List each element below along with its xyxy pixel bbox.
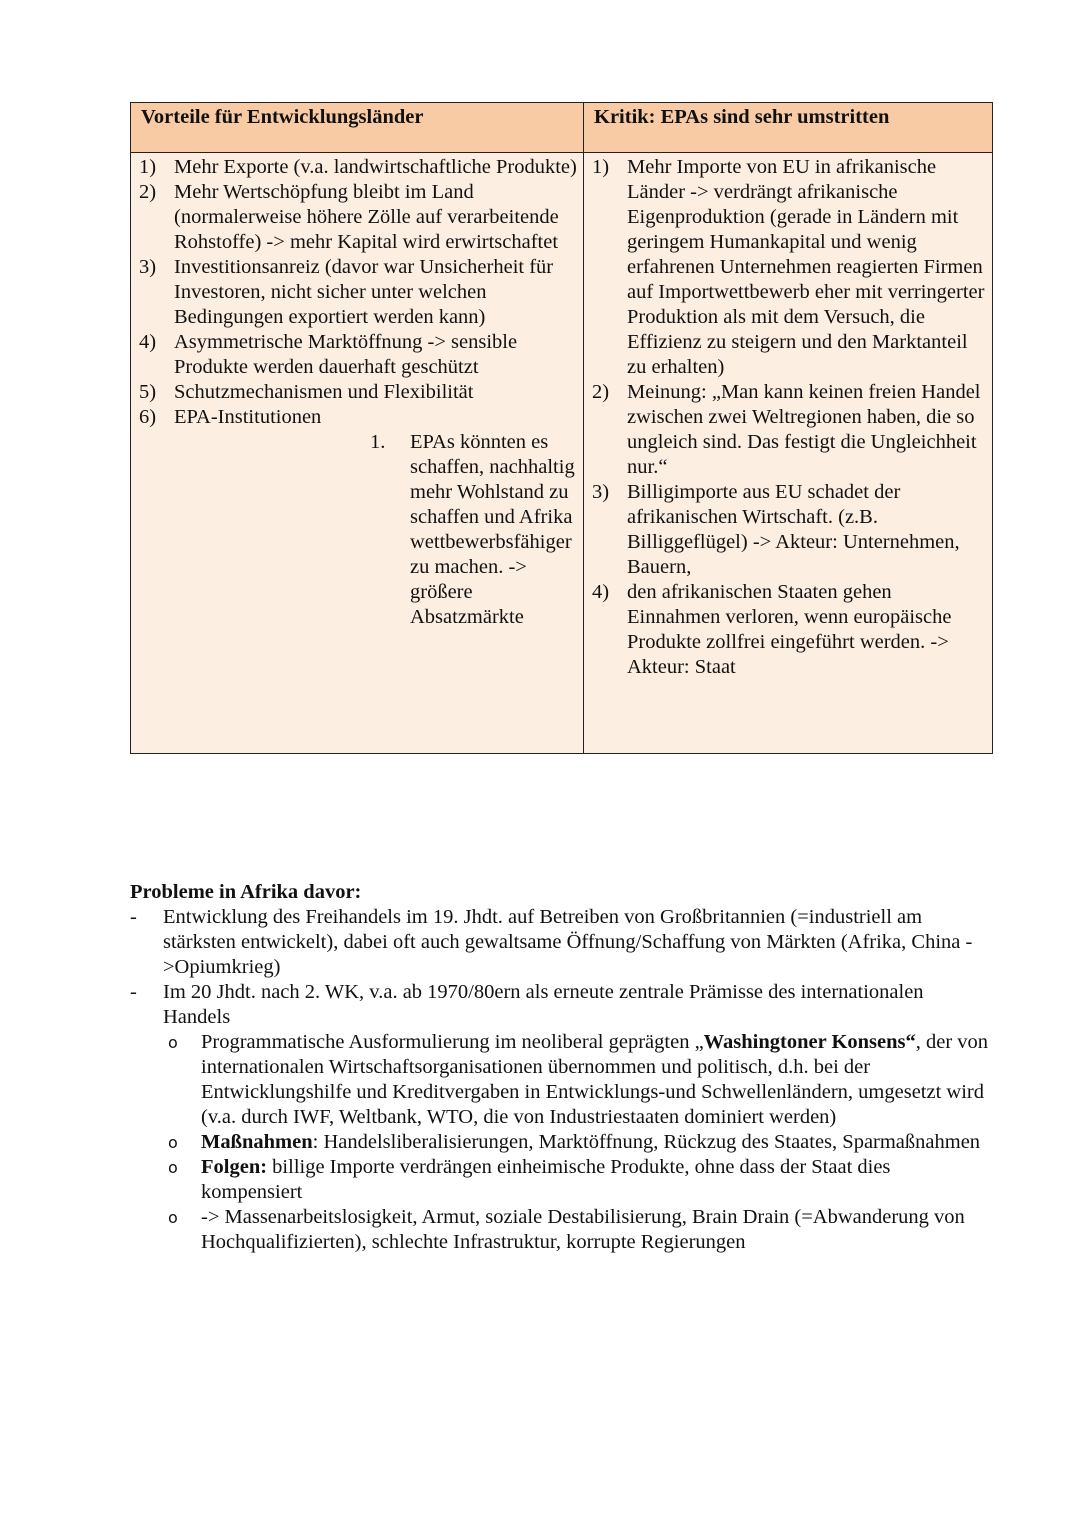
item-text: : Handelsliberalisierungen, Marktöffnung, Rückzug des Staates, Sparmaßnahmen <box>312 1131 981 1153</box>
list-item <box>139 405 579 430</box>
circle-item <box>130 1130 990 1155</box>
list-item <box>139 380 579 405</box>
section-heading: Probleme in Afrika davor: <box>130 881 362 903</box>
dash-marker: - <box>130 906 137 928</box>
item-number: 5) <box>139 381 157 403</box>
sub-list-item <box>370 430 579 630</box>
bold-term: Washingtoner Konsens“ <box>703 1031 916 1053</box>
item-text: billige Importe verdrängen einheimische Produkte, ohne dass der Staat dies kompensiert <box>201 1156 891 1203</box>
item-text: Mehr Importe von EU in afrikanische Länder -> verdrängt afrikanische Eigenproduktion (gerade in Ländern mit geringem Humankapital und wenig erfahrenen Unternehmen reagierten Firmen auf Importwettbewerb eher mit verringerter Produktion als mit dem Versuch, die Effizienz zu steigern und den Marktanteil zu erhalten) <box>627 156 985 378</box>
header-criticism: Kritik: EPAs sind sehr umstritten <box>584 103 993 153</box>
item-text: Im 20 Jhdt. nach 2. WK, v.a. ab 1970/80ern als erneute zentrale Prämisse des internationalen Handels <box>163 981 924 1028</box>
dash-marker: - <box>130 981 137 1003</box>
comparison-table <box>130 102 993 754</box>
item-text: , der von internationalen Wirtschaftsorganisationen übernommen und politisch, d.h. bei der Entwicklungshilfe und Kreditvergaben in Entwicklungs-und Schwellenländern, umgesetzt wird (v.a. durch IWF, Weltbank, WTO, die von Industriestaaten dominiert werden) <box>201 1031 989 1128</box>
item-number: 4) <box>139 331 157 353</box>
item-text: den afrikanischen Staaten gehen Einnahmen verloren, wenn europäische Produkte zollfrei eingeführt werden. -> Akteur: Staat <box>627 581 952 678</box>
table-body-row <box>131 153 993 754</box>
circle-bullet-icon: o <box>168 1158 178 1177</box>
item-text: Investitionsanreiz (davor war Unsicherheit für Investoren, nicht sicher unter welchen Bedingungen exportiert werden kann) <box>174 256 554 328</box>
circle-list <box>163 1030 990 1255</box>
item-text: Asymmetrische Marktöffnung -> sensible Produkte werden dauerhaft geschützt <box>174 331 518 378</box>
item-text: Mehr Wertschöpfung bleibt im Land (normalerweise höhere Zölle auf verarbeitende Rohstoffe) -> mehr Kapital wird erwirtschaftet <box>174 181 559 253</box>
list-item <box>592 155 988 380</box>
list-item <box>139 255 579 330</box>
item-text: Entwicklung des Freihandels im 19. Jhdt. auf Betreiben von Großbritannien (=industriell am stärksten entwickelt), dabei oft auch gewaltsame Öffnung/Schaffung von Märkten (Afrika, China ->Opiumkrieg) <box>163 906 973 978</box>
item-text: Mehr Exporte (v.a. landwirtschaftliche Produkte) <box>174 156 577 178</box>
item-number: 2) <box>592 381 610 403</box>
circle-bullet-icon: o <box>168 1033 178 1052</box>
item-text: Schutzmechanismen und Flexibilität <box>174 381 474 403</box>
bold-term: Folgen: <box>201 1156 268 1178</box>
criticism-list <box>592 155 988 680</box>
problems-section <box>130 880 990 1255</box>
circle-item <box>130 1205 990 1255</box>
item-text: Billigimporte aus EU schadet der afrikanischen Wirtschaft. (z.B. Billiggeflügel) -> Akteur: Unternehmen, Bauern, <box>627 481 960 578</box>
item-number: 2) <box>139 181 157 203</box>
item-number: 1. <box>370 431 386 453</box>
list-item <box>139 155 579 180</box>
circle-bullet-icon: o <box>168 1133 178 1152</box>
table-header-row <box>131 103 993 153</box>
list-item <box>592 380 988 480</box>
advantages-list <box>139 155 579 430</box>
header-advantages: Vorteile für Entwicklungsländer <box>131 103 584 153</box>
list-item <box>139 330 579 380</box>
list-item <box>592 580 988 680</box>
dash-list <box>130 905 990 1255</box>
advantages-cell <box>131 153 584 754</box>
item-number: 3) <box>139 256 157 278</box>
list-item <box>139 180 579 255</box>
circle-bullet-icon: o <box>168 1208 178 1227</box>
bold-term: Maßnahmen <box>201 1131 313 1153</box>
dash-item <box>130 905 990 980</box>
item-text: Programmatische Ausformulierung im neoliberal geprägten „ <box>201 1031 704 1053</box>
item-text: EPA-Institutionen <box>174 406 322 428</box>
item-number: 1) <box>139 156 157 178</box>
item-text: EPAs könnten es schaffen, nachhaltig mehr Wohlstand zu schaffen und Afrika wettbewerbsfähiger zu machen. -> größere Absatzmärkte <box>410 431 575 628</box>
item-text: -> Massenarbeitslosigkeit, Armut, soziale Destabilisierung, Brain Drain (=Abwanderung von Hochqualifizierten), schlechte Infrastruktur, korrupte Regierungen <box>201 1206 965 1253</box>
dash-item <box>130 980 990 1255</box>
criticism-cell <box>584 153 993 754</box>
circle-item <box>130 1155 990 1205</box>
item-number: 4) <box>592 581 610 603</box>
item-number: 1) <box>592 156 610 178</box>
circle-item <box>130 1030 990 1130</box>
item-number: 6) <box>139 406 157 428</box>
list-item <box>592 480 988 580</box>
item-text: Meinung: „Man kann keinen freien Handel zwischen zwei Weltregionen haben, die so ungleich sind. Das festigt die Ungleichheit nur.“ <box>627 381 981 478</box>
item-number: 3) <box>592 481 610 503</box>
